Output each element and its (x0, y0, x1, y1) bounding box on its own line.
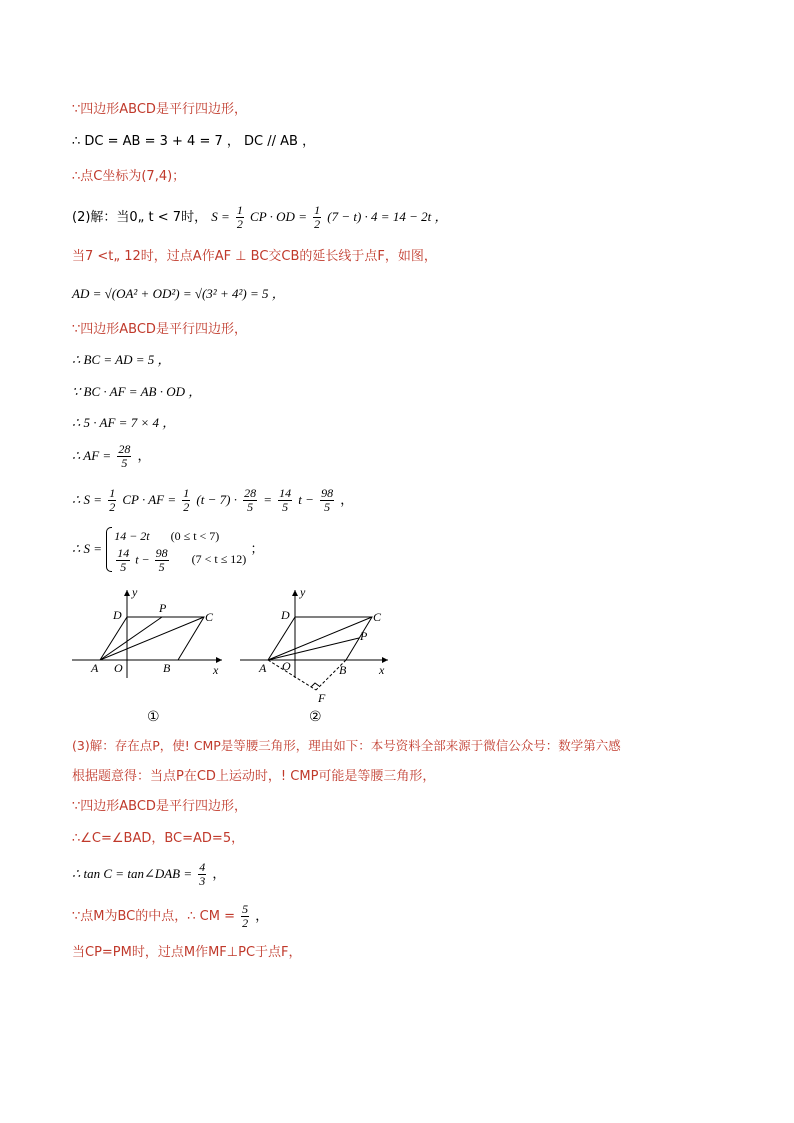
fig2-label-p: P (360, 629, 368, 643)
line-part2-case2: 当7 <t„ 12时，过点A作AF ⊥ BC交CB的延长线于点F，如图， (72, 249, 437, 264)
fig2-caption: ② (309, 709, 322, 725)
fraction-half: $\frac{1}{2}$ (236, 203, 243, 231)
line-piecewise (72, 525, 263, 574)
s-lhs: S = (211, 209, 230, 224)
cm-comma: ， (255, 909, 269, 924)
line-bc-ad: ∴ BC = AD = 5 ， (72, 352, 171, 367)
fig2-y-arrow (292, 590, 298, 596)
line-ad-length: AD = √(OA² + OD²) = √(3² + 4²) = 5 ， (72, 286, 285, 301)
line-parallelogram-3: ∵四边形ABCD是平行四边形， (72, 799, 247, 814)
fig1-label-o: O (114, 661, 123, 675)
fig2-label-o: O (282, 659, 291, 673)
fig1-label-a: A (91, 661, 99, 675)
fig2-label-x: x (379, 663, 385, 677)
af-lhs: ∴ AF = (72, 448, 112, 463)
line-cp-pm: 当CP=PM时，过点M作MF⊥PC于点F， (72, 945, 302, 960)
case-1 (114, 525, 246, 547)
line-area-eq: ∵ BC · AF = AB · OD ， (72, 384, 202, 399)
line-parallelogram-2: ∵四边形ABCD是平行四边形， (72, 322, 247, 337)
fig1-label-x: x (213, 663, 219, 677)
s2-lhs: ∴ S = (72, 492, 103, 507)
fig1-caption: ① (147, 709, 160, 725)
case-2-cond: (7 < t ≤ 12) (191, 552, 247, 567)
figure-2 (238, 586, 398, 706)
fig2-label-y: y (300, 586, 306, 599)
line-5af: ∴ 5 · AF = 7 × 4 ， (72, 415, 176, 430)
fraction-half-3: $\frac{1}{2}$ (109, 486, 116, 514)
line-point-c: ∴点C坐标为(7,4)； (72, 169, 186, 184)
line-s-case2 (72, 487, 353, 514)
s2-comma: ， (340, 493, 354, 508)
fig2-right-angle-mark (311, 683, 319, 687)
fig1-label-p: P (159, 601, 167, 615)
piecewise-semicolon: ； (250, 542, 264, 557)
t-minus: t − (298, 492, 314, 507)
seven-minus-t-text: (7 − t) · 4 = 14 − 2t ， (327, 209, 448, 224)
fig2-label-f: F (318, 691, 326, 705)
fig1-label-b: B (163, 661, 171, 675)
part2-intro: (2)解：当0„ t < 7时， (72, 210, 208, 225)
case-1-cond: (0 ≤ t < 7) (170, 529, 220, 543)
fraction-28-5: $\frac{28}{5}$ (118, 442, 131, 470)
fraction-14-5-case: $\frac{14}{5}$ (117, 546, 130, 574)
fraction-98-5-case: $\frac{98}{5}$ (155, 546, 168, 574)
fig1-y-arrow (124, 590, 130, 596)
line-part3-intro: (3)解：存在点P，使! CMP是等腰三角形，理由如下：本号资料全部来源于微信公众号：数学第六感 (72, 738, 621, 753)
fraction-14-5: $\frac{14}{5}$ (279, 486, 292, 514)
line-tan-c (72, 861, 225, 888)
fig1-label-c: C (205, 610, 214, 624)
line-dc-ab: ∴ DC = AB = 3 + 4 = 7 ， DC // AB ， (72, 134, 316, 149)
line-angle-c: ∴∠C=∠BAD，BC=AD=5， (72, 831, 245, 846)
af-comma: ， (137, 449, 151, 464)
tan-comma: ， (212, 867, 226, 882)
fig2-segment-af (268, 660, 316, 690)
tan-text: ∴ tan C = tan∠DAB = (72, 866, 193, 881)
line-parallelogram-1: ∵四边形ABCD是平行四边形， (72, 102, 247, 117)
fig1-label-y: y (132, 586, 138, 599)
case-1-expr: 14 − 2t (114, 529, 150, 543)
case-2-t: t − (135, 552, 150, 567)
piecewise-cases (106, 525, 246, 574)
equals: = (263, 492, 273, 507)
fraction-98-5: $\frac{98}{5}$ (321, 486, 334, 514)
cp-af-text: CP · AF = (122, 492, 177, 507)
fig2-label-d: D (281, 608, 290, 622)
cp-od-text: CP · OD = (250, 209, 307, 224)
midpoint-text: ∵点M为BC的中点，∴ CM = (72, 909, 235, 924)
piecewise-lhs: ∴ S = (72, 541, 103, 556)
fig2-label-b: B (339, 663, 347, 677)
figure-1 (70, 586, 230, 681)
fig2-label-c: C (373, 610, 382, 624)
fraction-4-3: $\frac{4}{3}$ (199, 860, 206, 888)
case-2 (114, 547, 246, 574)
fig1-label-d: D (113, 608, 122, 622)
line-part3-analysis: 根据题意得：当点P在CD上运动时，! CMP可能是等腰三角形， (72, 769, 436, 784)
fraction-half-2: $\frac{1}{2}$ (314, 203, 321, 231)
t-minus-7-text: (t − 7) · (196, 492, 237, 507)
fraction-5-2: $\frac{5}{2}$ (242, 902, 249, 930)
line-part2-case1 (72, 204, 447, 231)
fraction-half-4: $\frac{1}{2}$ (183, 486, 190, 514)
line-midpoint-m (72, 903, 268, 930)
fraction-28-5-b: $\frac{28}{5}$ (244, 486, 257, 514)
line-af-value (72, 443, 151, 470)
fig2-label-a: A (259, 661, 267, 675)
